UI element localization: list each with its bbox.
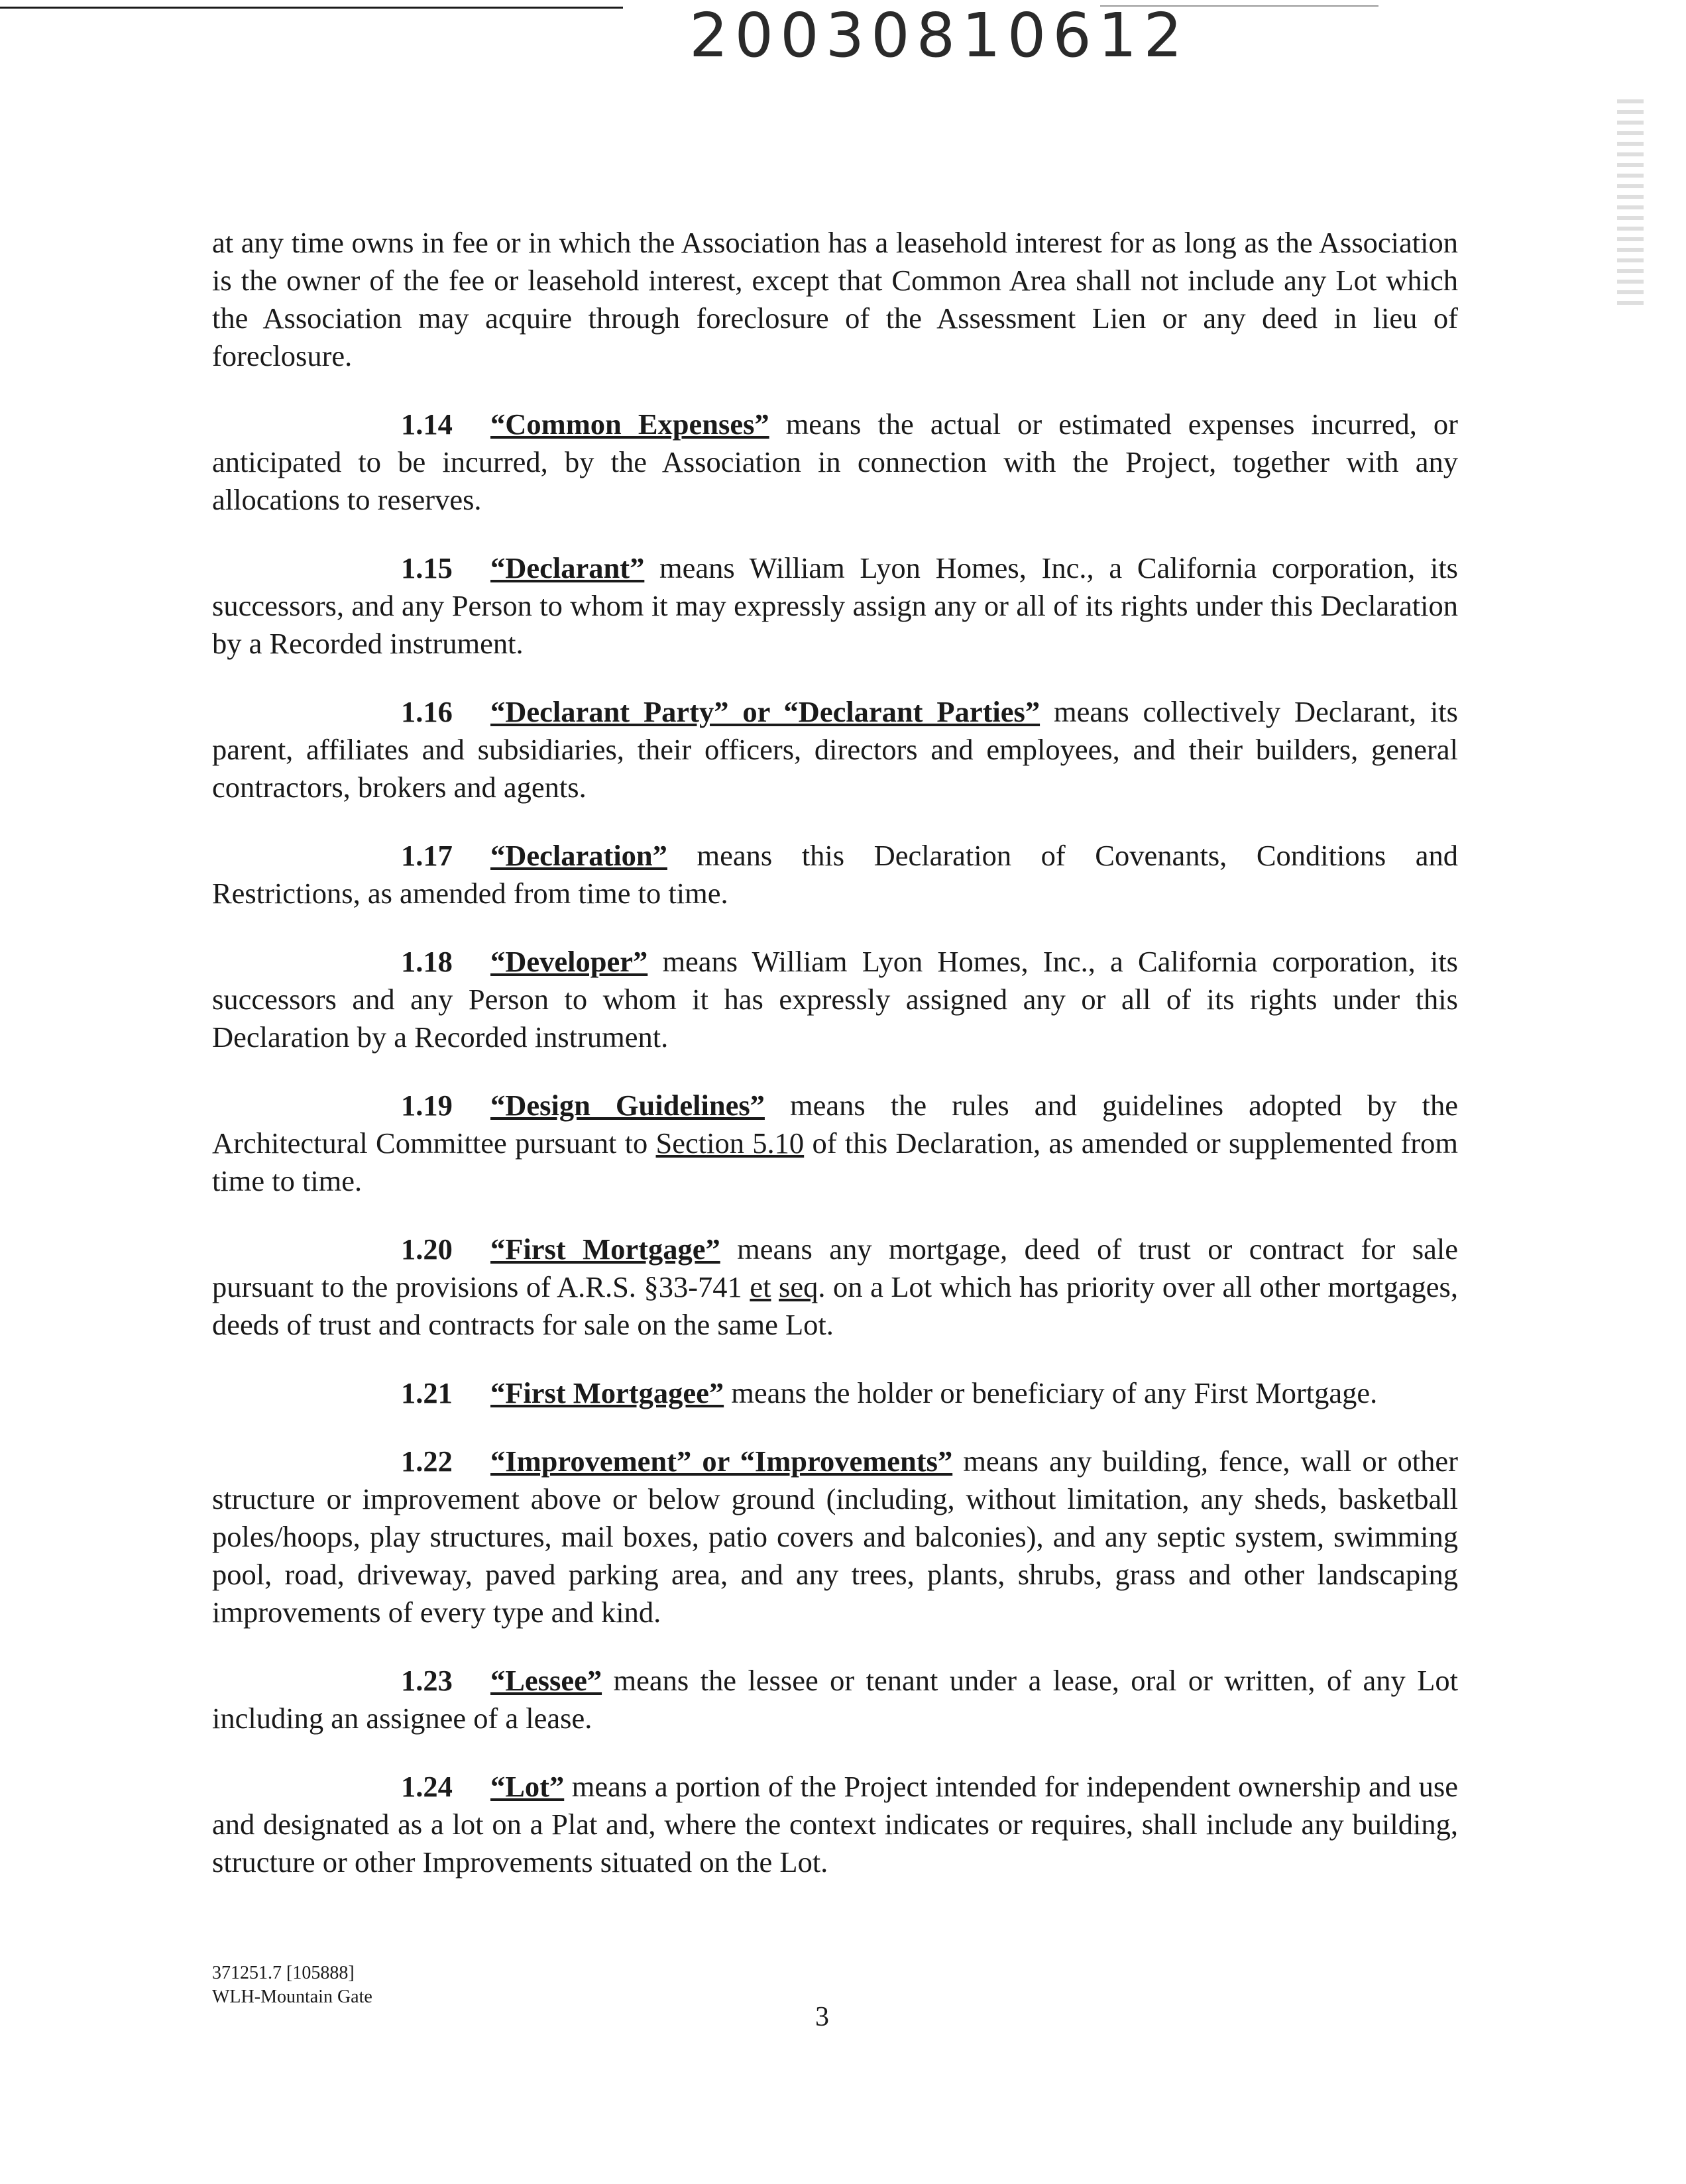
opening-paragraph: at any time owns in fee or in which the Association has a leasehold interest for as long as the Association is the owner of the fee or leasehold interest, except that Common Area shall not include any Lot which the Association may acquire through foreclosure of the Assessment Lien or any deed in lieu of foreclosure. xyxy=(212,226,1458,372)
definition-text: means the holder or beneficiary of any First Mortgage. xyxy=(724,1376,1378,1409)
defined-term: “Declarant Party” or “Declarant Parties” xyxy=(490,695,1040,728)
definition-text: means collectively Declarant, its parent, affiliates and subsidiaries, their officers, directors and employees, and their builders, general contractors, brokers and agents. xyxy=(212,695,1458,804)
document-body xyxy=(212,224,1458,1912)
section-number: 1.14 xyxy=(401,408,453,441)
definition-text: means William Lyon Homes, Inc., a California corporation, its successors and any Person to whom it has expressly assigned any or all of its rights under this Declaration by a Recorded instrument. xyxy=(212,945,1458,1054)
section-1-22 xyxy=(212,1443,1458,1631)
defined-term: “Developer” xyxy=(490,945,648,978)
defined-term: “First Mortgage” xyxy=(490,1232,720,1266)
definition-text: means William Lyon Homes, Inc., a California corporation, its successors, and any Person to whom it may expressly assign any or all of its rights under this Declaration by a Recorded instrument. xyxy=(212,551,1458,660)
space xyxy=(771,1270,779,1303)
definition-text: means this Declaration of Covenants, Conditions and Restrictions, as amended from time to time. xyxy=(212,839,1458,910)
section-1-18 xyxy=(212,943,1458,1056)
defined-term: “First Mortgagee” xyxy=(490,1376,724,1409)
defined-term: “Declarant” xyxy=(490,551,645,584)
section-1-20 xyxy=(212,1230,1458,1344)
section-number: 1.23 xyxy=(401,1664,453,1697)
definition-text-end: of this Declaration, as amended or supplemented from time to time. xyxy=(212,1126,1458,1197)
definition-text-end: . on a Lot which has priority over all other mortgages, deeds of trust and contracts for sale on the same Lot. xyxy=(212,1270,1458,1341)
section-1-23 xyxy=(212,1662,1458,1737)
definition-text: means the actual or estimated expenses incurred, or anticipated to be incurred, by the Association in connection with the Project, together with any allocations to reserves. xyxy=(212,408,1458,516)
section-number: 1.17 xyxy=(401,839,453,872)
recording-number: 20030810612 xyxy=(689,0,1189,71)
definition-text: means any building, fence, wall or other structure or improvement above or below ground (including, without limitation, any sheds, basketball poles/hoops, play structures, mail boxes, patio covers and balconies), and any septic system, swimming pool, road, driveway, paved parking area, and any trees, plants, shrubs, grass and other landscaping improvements of every type and kind. xyxy=(212,1445,1458,1629)
footer-project: WLH-Mountain Gate xyxy=(212,1987,372,2007)
section-1-24 xyxy=(212,1768,1458,1881)
section-number: 1.21 xyxy=(401,1376,453,1409)
definition-text: means the lessee or tenant under a lease, oral or written, of any Lot including an assignee of a lease. xyxy=(212,1664,1458,1735)
section-number: 1.20 xyxy=(401,1232,453,1266)
latin-seq: seq xyxy=(779,1270,818,1303)
section-number: 1.15 xyxy=(401,551,453,584)
top-rule xyxy=(0,7,623,9)
margin-stamp xyxy=(1617,99,1644,311)
section-1-16 xyxy=(212,693,1458,806)
section-number: 1.24 xyxy=(401,1770,453,1803)
defined-term: “Common Expenses” xyxy=(490,408,769,441)
defined-term: “Lessee” xyxy=(490,1664,602,1697)
defined-term: “Lot” xyxy=(490,1770,565,1803)
definition-text: means any mortgage, deed of trust or contract for sale pursuant to the provisions of A.R.S. §33-741 xyxy=(212,1232,1458,1303)
section-number: 1.16 xyxy=(401,695,453,728)
section-reference: Section 5.10 xyxy=(655,1126,805,1160)
latin-et: et xyxy=(750,1270,771,1303)
footer-reference xyxy=(212,1961,372,2009)
section-1-14 xyxy=(212,406,1458,519)
section-1-15 xyxy=(212,549,1458,663)
section-1-21 xyxy=(212,1374,1458,1412)
definition-text: means a portion of the Project intended for independent ownership and use and designated as a lot on a Plat and, where the context indicates or requires, shall include any building, structure or other Improvements situated on the Lot. xyxy=(212,1770,1458,1879)
section-number: 1.22 xyxy=(401,1445,453,1478)
section-number: 1.18 xyxy=(401,945,453,978)
defined-term: “Design Guidelines” xyxy=(490,1089,765,1122)
definition-text: means the rules and guidelines adopted by the Architectural Committee pursuant to xyxy=(212,1089,1458,1160)
page-number: 3 xyxy=(815,2002,829,2032)
section-number: 1.19 xyxy=(401,1089,453,1122)
defined-term: “Declaration” xyxy=(490,839,667,872)
section-1-17 xyxy=(212,837,1458,912)
section-1-19 xyxy=(212,1087,1458,1200)
defined-term: “Improvement” or “Improvements” xyxy=(490,1445,953,1478)
footer-doc-ref: 371251.7 [105888] xyxy=(212,1963,355,1983)
